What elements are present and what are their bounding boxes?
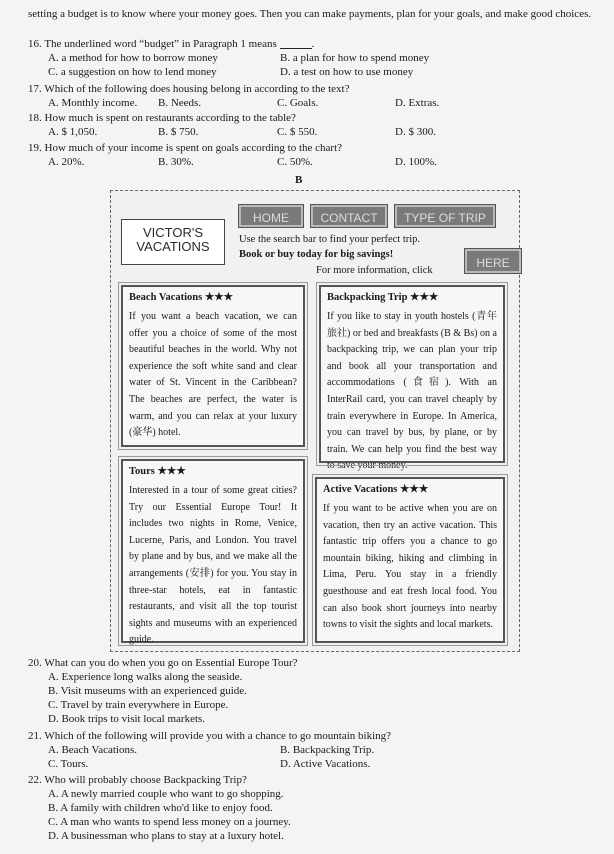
- options: [28, 743, 598, 771]
- panel-body: If you like to stay in youth hostels (青年旅社) or bed and breakfasts (B & Bs) on a backpacking trip, we can plan your trip and book all your transportation and accommodations (食宿). With an InterRail card, you can travel cheaply by train everywhere in Europe. In America, you can travel by bus, by plane, or by train. We can help you find the best way to save your money.: [327, 311, 497, 472]
- options: [28, 96, 598, 110]
- question-19: [28, 141, 598, 169]
- tagline-more-info: For more information, click: [316, 265, 433, 276]
- contact-button[interactable]: CONTACT: [311, 205, 387, 227]
- question-stem: 22. Who will probably choose Backpacking Trip?: [28, 774, 247, 786]
- option-c: C. Goals.: [277, 97, 319, 109]
- question-stem: 20. What can you do when you go on Essential Europe Tour?: [28, 657, 298, 669]
- backpacking-trip-panel: [319, 285, 505, 472]
- panel-title: Beach Vacations ★★★: [129, 292, 234, 303]
- option-d: D. 100%.: [395, 156, 437, 168]
- option-d: D. $ 300.: [395, 126, 436, 138]
- beach-vacations-panel: [121, 285, 305, 447]
- option-c: C. 50%.: [277, 156, 313, 168]
- option-c: C. A man who wants to spend less money on a journey.: [48, 816, 291, 828]
- option-a: A. a method for how to borrow money: [48, 52, 218, 64]
- option-a: A. Beach Vacations.: [48, 744, 137, 756]
- tagline-search: Use the search bar to find your perfect trip.: [239, 234, 421, 245]
- options: [28, 51, 598, 79]
- option-d: D. Book trips to visit local markets.: [48, 713, 206, 725]
- question-stem: 21. Which of the following will provide you with a chance to go mountain biking?: [28, 730, 392, 742]
- intro-paragraph: setting a budget is to know where your money goes. Then you can make payments, plan for your goals, and make good choices.: [28, 8, 592, 20]
- type-of-trip-button[interactable]: TYPE OF TRIP: [395, 205, 495, 227]
- option-a: A. Monthly income.: [48, 97, 138, 109]
- question-stem: 19. How much of your income is spent on goals according to the chart?: [28, 142, 343, 154]
- question-stem: 17. Which of the following does housing belong in according to the text?: [28, 83, 350, 95]
- tagline-savings: Book or buy today for big savings!: [239, 249, 394, 260]
- panel-body: If you want to be active when you are on vacation, then try an active vacation. This fantastic trip offers you a chance to go mountain biking, hiking and climbing in Lima, Peru. You stay in a friendly guesthouse and eat fresh local food. You can also book short journeys into nearby towns to visit the sights and local markets.: [323, 503, 497, 631]
- panel-body: If you want a beach vacation, we can offer you a choice of some of the most beautiful beaches in the world. Why not experience the soft white sand and clear water of St. Vincent in the Caribbean? The beaches are perfect, the water is warm, and you can relax at your luxury (豪华) hotel.: [129, 311, 297, 439]
- option-d: D. Extras.: [395, 97, 440, 109]
- panel-title: Active Vacations ★★★: [323, 484, 429, 495]
- question-stem: 16. The underlined word “budget” in Paragraph 1 means .: [28, 38, 315, 50]
- options: [28, 155, 598, 169]
- option-d: D. a test on how to use money: [280, 66, 414, 78]
- tours-panel: [121, 459, 305, 646]
- option-a: A. Experience long walks along the seaside.: [48, 671, 243, 683]
- panel-body: Interested in a tour of some great cities? Try our Essential Europe Tour! It includes two nights in Rome, Venice, Lucerne, Paris, and London. You travel by plane and by bus, and we make all the arrangements (安排) for you. You stay in three-star hotels, eat in fantastic restaurants, and visit all the top tourist sights and museums with an experienced guide.: [129, 485, 297, 646]
- option-c: C. Travel by train everywhere in Europe.: [48, 699, 229, 711]
- panel-title: Tours ★★★: [129, 466, 186, 477]
- question-18: [28, 111, 598, 139]
- victors-vacations-ad: [110, 190, 520, 652]
- option-a: A. 20%.: [48, 156, 85, 168]
- option-d: D. A businessman who plans to stay at a luxury hotel.: [48, 830, 284, 842]
- option-c: C. a suggestion on how to lend money: [48, 66, 217, 78]
- section-label: B: [295, 174, 303, 186]
- option-d: D. Active Vacations.: [280, 758, 371, 770]
- question-17: [28, 82, 598, 110]
- option-b: B. a plan for how to spend money: [280, 52, 430, 64]
- option-b: B. Visit museums with an experienced guide.: [48, 685, 247, 697]
- option-b: B. $ 750.: [158, 126, 199, 138]
- option-b: B. 30%.: [158, 156, 194, 168]
- answer-blank: [280, 38, 312, 49]
- question-stem: 18. How much is spent on restaurants according to the table?: [28, 112, 296, 124]
- victors-vacations-logo: VICTOR'S VACATIONS: [121, 219, 225, 265]
- question-21: [28, 729, 598, 771]
- option-b: B. Backpacking Trip.: [280, 744, 375, 756]
- home-button[interactable]: HOME: [239, 205, 303, 227]
- option-a: A. $ 1,050.: [48, 126, 98, 138]
- option-b: B. Needs.: [158, 97, 202, 109]
- option-c: C. Tours.: [48, 758, 89, 770]
- here-button[interactable]: HERE: [465, 249, 521, 273]
- panel-title: Backpacking Trip ★★★: [327, 292, 439, 303]
- question-16: [28, 37, 598, 79]
- option-a: A. A newly married couple who want to go shopping.: [48, 788, 284, 800]
- option-c: C. $ 550.: [277, 126, 318, 138]
- question-20: [28, 656, 598, 726]
- option-b: B. A family with children who'd like to enjoy food.: [48, 802, 273, 814]
- active-vacations-panel: [315, 477, 505, 643]
- options: [28, 125, 598, 139]
- question-22: [28, 773, 598, 843]
